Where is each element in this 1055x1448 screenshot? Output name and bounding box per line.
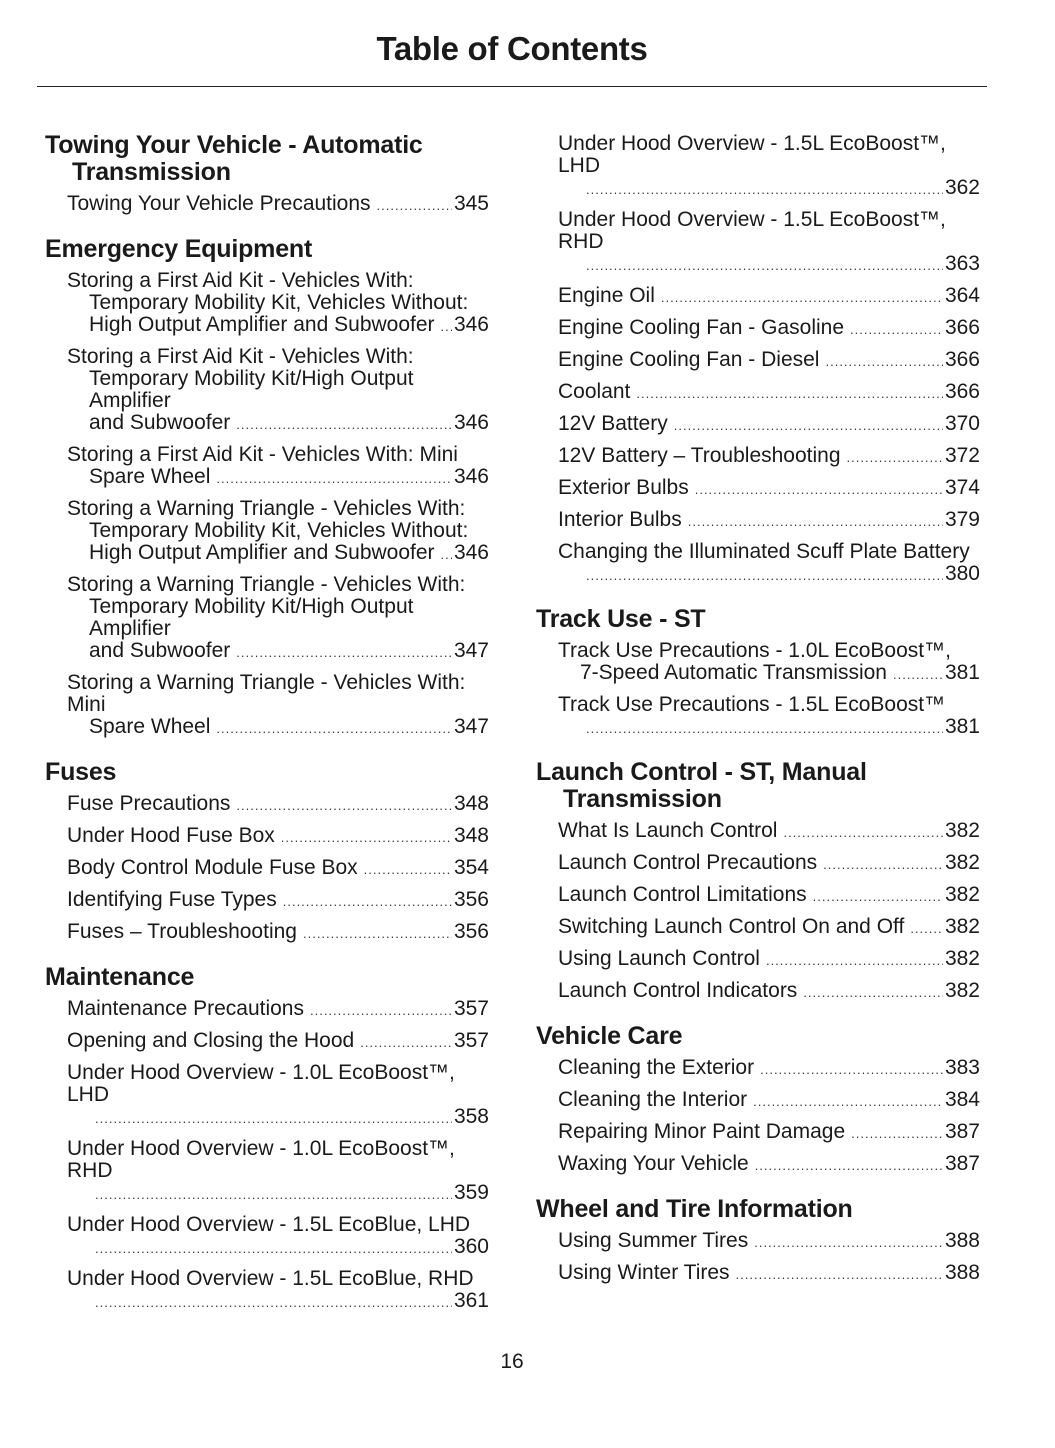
toc-entry[interactable]: [536, 694, 980, 740]
dot-leader: [674, 415, 943, 437]
dot-leader: [441, 544, 452, 566]
toc-entry[interactable]: [45, 793, 489, 817]
toc-entry-label-wrapped: [67, 270, 489, 314]
toc-entry-page: 382: [944, 915, 980, 938]
toc-entry-label-wrapped: [558, 209, 980, 253]
dot-leader: [95, 1238, 452, 1260]
toc-entry-label-line: Under Hood Overview - 1.0L EcoBoost™, LHD: [67, 1061, 455, 1106]
toc-entry-page: 357: [453, 1029, 489, 1052]
dot-leader: [661, 287, 943, 309]
toc-entry-label: Exterior Bulbs: [558, 476, 689, 499]
toc-entry-page: 347: [453, 715, 489, 738]
toc-entry-page: 348: [453, 824, 489, 847]
toc-entry-label: Coolant: [558, 380, 631, 403]
toc-entry[interactable]: [536, 509, 980, 533]
toc-entry[interactable]: [536, 1121, 980, 1145]
toc-entry[interactable]: [45, 1214, 489, 1260]
toc-entry-label: and Subwoofer: [89, 411, 231, 434]
toc-entry-page: 381: [944, 661, 980, 684]
dot-leader: [760, 1059, 943, 1081]
toc-entry-label-line: Temporary Mobility Kit, Vehicles Without:: [89, 519, 469, 542]
dot-leader: [766, 950, 943, 972]
toc-entry-label: Opening and Closing the Hood: [67, 1029, 355, 1052]
toc-entry-label: Engine Cooling Fan - Gasoline: [558, 316, 845, 339]
toc-entry-label: Launch Control Indicators: [558, 979, 798, 1002]
toc-entry[interactable]: [536, 916, 980, 940]
toc-entry-label: 12V Battery – Troubleshooting: [558, 444, 841, 467]
toc-entry[interactable]: [45, 498, 489, 566]
page-number: 16: [500, 1350, 524, 1373]
toc-entry[interactable]: [45, 444, 489, 490]
toc-entry[interactable]: [536, 1089, 980, 1113]
toc-entry-label-wrapped: [558, 640, 980, 662]
toc-entry[interactable]: [536, 477, 980, 501]
toc-entry-label-wrapped: [558, 133, 980, 177]
dot-leader: [847, 447, 943, 469]
section-heading: Maintenance: [45, 963, 195, 991]
toc-entry-page: 354: [453, 856, 489, 879]
toc-entry-label-wrapped: [67, 1268, 489, 1290]
dot-leader: [754, 1232, 943, 1254]
toc-entry-label: Spare Wheel: [89, 715, 211, 738]
toc-entry-page: 363: [944, 252, 980, 275]
toc-entry-label: Body Control Module Fuse Box: [67, 856, 358, 879]
toc-entry-page: 362: [944, 176, 980, 199]
toc-entry-page: 366: [944, 316, 980, 339]
toc-entry-label-line: Temporary Mobility Kit/High Output Amplifier: [89, 595, 414, 640]
toc-entry[interactable]: [536, 820, 980, 844]
toc-entry[interactable]: [45, 574, 489, 664]
toc-entry-label-line: Storing a First Aid Kit - Vehicles With:: [67, 345, 414, 368]
toc-entry[interactable]: [536, 541, 980, 587]
toc-entry-label-line: Storing a Warning Triangle - Vehicles With:: [67, 573, 466, 596]
section-heading: Track Use - ST: [536, 605, 706, 633]
toc-entry-page: 381: [944, 715, 980, 738]
toc-entry-label-wrapped: [558, 541, 980, 563]
toc-entry-label: Spare Wheel: [89, 465, 211, 488]
toc-entry-label: Fuses – Troubleshooting: [67, 920, 297, 943]
toc-entry-label: Launch Control Precautions: [558, 851, 818, 874]
toc-entry-page: 346: [453, 541, 489, 564]
toc-entry-label-wrapped: [67, 346, 489, 412]
dot-leader: [753, 1091, 943, 1113]
toc-entry-label: Waxing Your Vehicle: [558, 1152, 749, 1175]
toc-entry-page: 360: [453, 1235, 489, 1258]
dot-leader: [695, 479, 943, 501]
toc-section: [536, 1196, 980, 1286]
toc-entry-label: Launch Control Limitations: [558, 883, 807, 906]
dot-leader: [236, 642, 452, 664]
toc-entry-label-wrapped: [67, 498, 489, 542]
toc-entry-page: 359: [453, 1181, 489, 1204]
toc-section: [536, 606, 980, 740]
toc-entry[interactable]: [45, 1268, 489, 1314]
toc-entry-page: 366: [944, 380, 980, 403]
toc-entry-page: 346: [453, 313, 489, 336]
dot-leader: [803, 982, 943, 1004]
toc-entry-page: 382: [944, 819, 980, 842]
toc-entry[interactable]: [45, 1030, 489, 1054]
toc-entry-page: 382: [944, 883, 980, 906]
toc-entry-page: 364: [944, 284, 980, 307]
dot-leader: [851, 1123, 943, 1145]
toc-entry-page: 348: [453, 792, 489, 815]
dot-leader: [360, 1032, 452, 1054]
toc-entry-page: 346: [453, 411, 489, 434]
toc-entry-page: 345: [453, 192, 489, 215]
toc-entry[interactable]: [45, 998, 489, 1022]
toc-entry-label-wrapped: [67, 1138, 489, 1182]
toc-entry[interactable]: [45, 270, 489, 338]
toc-entry[interactable]: [536, 349, 980, 373]
dot-leader: [216, 718, 452, 740]
toc-entry-page: 388: [944, 1261, 980, 1284]
toc-entry[interactable]: [536, 1230, 980, 1254]
toc-entry-page: 383: [944, 1056, 980, 1079]
title-divider: [37, 86, 987, 87]
toc-entry-label-wrapped: [558, 694, 980, 716]
toc-entry[interactable]: [536, 1153, 980, 1177]
toc-entry-label: Interior Bulbs: [558, 508, 682, 531]
toc-entry[interactable]: [536, 640, 980, 686]
toc-entry-page: 356: [453, 888, 489, 911]
toc-entry-label-line: Under Hood Overview - 1.5L EcoBlue, LHD: [67, 1213, 471, 1236]
toc-entry[interactable]: [536, 884, 980, 908]
toc-entry-page: 361: [453, 1289, 489, 1312]
toc-entry[interactable]: [536, 381, 980, 405]
toc-entry[interactable]: [536, 852, 980, 876]
dot-leader: [310, 1000, 452, 1022]
section-heading: Vehicle Care: [536, 1022, 683, 1050]
dot-leader: [736, 1264, 943, 1286]
toc-entry-label-line: Storing a First Aid Kit - Vehicles With: Mini: [67, 443, 458, 466]
toc-entry-label: Switching Launch Control On and Off: [558, 915, 905, 938]
toc-entry-label-line: Track Use Precautions - 1.5L EcoBoost™: [558, 693, 946, 716]
toc-entry[interactable]: [536, 1057, 980, 1081]
toc-entry-page: 358: [453, 1105, 489, 1128]
toc-entry-label-line: Changing the Illuminated Scuff Plate Battery: [558, 540, 970, 563]
dot-leader: [216, 468, 452, 490]
dot-leader: [281, 827, 452, 849]
dot-leader: [95, 1292, 452, 1314]
toc-entry-label-line: Temporary Mobility Kit, Vehicles Without:: [89, 291, 469, 314]
toc-entry-label: Maintenance Precautions: [67, 997, 304, 1020]
section-heading: Launch Control - ST, Manual Transmission: [536, 758, 867, 813]
dot-leader: [364, 859, 452, 881]
section-heading: Towing Your Vehicle - Automatic Transmission: [45, 131, 423, 186]
toc-entry-page: 380: [944, 562, 980, 585]
toc-entry-label: Cleaning the Exterior: [558, 1056, 755, 1079]
toc-entry-label-line: Under Hood Overview - 1.5L EcoBoost™, RHD: [558, 208, 946, 253]
dot-leader: [236, 795, 452, 817]
toc-section: [45, 132, 489, 217]
toc-entry[interactable]: [45, 825, 489, 849]
dot-leader: [95, 1108, 452, 1130]
toc-entry-label: Using Summer Tires: [558, 1229, 749, 1252]
toc-entry-label-line: Under Hood Overview - 1.5L EcoBoost™, LHD: [558, 132, 946, 177]
dot-leader: [586, 565, 943, 587]
toc-entry-label: High Output Amplifier and Subwoofer: [89, 541, 435, 564]
toc-entry-page: 388: [944, 1229, 980, 1252]
toc-section: [536, 759, 980, 1004]
toc-section: [536, 1023, 980, 1177]
toc-entry-label-wrapped: [67, 1062, 489, 1106]
toc-entry[interactable]: [536, 209, 980, 277]
toc-entry-page: 382: [944, 851, 980, 874]
dot-leader: [441, 316, 452, 338]
toc-entry[interactable]: [45, 346, 489, 436]
dot-leader: [850, 319, 943, 341]
toc-entry[interactable]: [45, 672, 489, 740]
toc-entry-label-line: Storing a Warning Triangle - Vehicles With: Mini: [67, 671, 466, 716]
toc-entry[interactable]: [536, 133, 980, 201]
toc-entry-label: Cleaning the Interior: [558, 1088, 748, 1111]
dot-leader: [586, 179, 943, 201]
toc-entry[interactable]: [536, 1262, 980, 1286]
toc-entry[interactable]: [536, 445, 980, 469]
toc-entry[interactable]: [45, 1138, 489, 1206]
toc-entry-label-wrapped: [67, 574, 489, 640]
dot-leader: [823, 854, 943, 876]
dot-leader: [586, 255, 943, 277]
toc-entry-label: Under Hood Fuse Box: [67, 824, 275, 847]
toc-section: [45, 964, 489, 1314]
toc-entry-label: and Subwoofer: [89, 639, 231, 662]
toc-entry-label: Identifying Fuse Types: [67, 888, 277, 911]
toc-entry-page: 384: [944, 1088, 980, 1111]
toc-entry[interactable]: [536, 413, 980, 437]
toc-entry-label-wrapped: [67, 672, 489, 716]
toc-entry-page: 366: [944, 348, 980, 371]
dot-leader: [825, 351, 942, 373]
toc-entry-label-line: Storing a First Aid Kit - Vehicles With:: [67, 269, 414, 292]
section-heading: Fuses: [45, 758, 117, 786]
toc-entry[interactable]: [536, 317, 980, 341]
dot-leader: [236, 414, 452, 436]
toc-section: [536, 133, 980, 587]
toc-entry-label: Repairing Minor Paint Damage: [558, 1120, 846, 1143]
toc-entry[interactable]: [45, 193, 489, 217]
dot-leader: [95, 1184, 452, 1206]
toc-entry-label-line: Temporary Mobility Kit/High Output Amplifier: [89, 367, 414, 412]
toc-entry-label: Engine Oil: [558, 284, 655, 307]
dot-leader: [783, 822, 943, 844]
toc-entry[interactable]: [45, 921, 489, 945]
dot-leader: [283, 891, 452, 913]
toc-right-column: [536, 133, 980, 1305]
toc-entry-page: 387: [944, 1120, 980, 1143]
toc-entry[interactable]: [45, 857, 489, 881]
toc-entry[interactable]: [536, 980, 980, 1004]
section-heading: Wheel and Tire Information: [536, 1195, 853, 1223]
toc-entry-page: 370: [944, 412, 980, 435]
toc-section: [45, 759, 489, 945]
toc-entry-page: 357: [453, 997, 489, 1020]
toc-entry-page: 382: [944, 947, 980, 970]
toc-entry-label-wrapped: [67, 444, 489, 466]
toc-entry-label-line: Under Hood Overview - 1.5L EcoBlue, RHD: [67, 1267, 474, 1290]
dot-leader: [688, 511, 943, 533]
toc-entry-label-wrapped: [67, 1214, 489, 1236]
page-title: Table of Contents: [376, 30, 648, 67]
toc-section: [45, 236, 489, 740]
dot-leader: [636, 383, 943, 405]
toc-entry-label: 7-Speed Automatic Transmission: [580, 661, 887, 684]
toc-entry-label-line: Storing a Warning Triangle - Vehicles With:: [67, 497, 466, 520]
dot-leader: [755, 1155, 943, 1177]
dot-leader: [893, 664, 943, 686]
toc-entry[interactable]: [536, 948, 980, 972]
toc-entry[interactable]: [536, 285, 980, 309]
toc-entry-page: 387: [944, 1152, 980, 1175]
toc-entry-page: 356: [453, 920, 489, 943]
toc-entry-label-line: Track Use Precautions - 1.0L EcoBoost™,: [558, 639, 951, 662]
toc-entry-label-line: Under Hood Overview - 1.0L EcoBoost™, RHD: [67, 1137, 455, 1182]
toc-entry-label: Engine Cooling Fan - Diesel: [558, 348, 820, 371]
toc-entry-label: Fuse Precautions: [67, 792, 231, 815]
toc-entry-label: Using Launch Control: [558, 947, 760, 970]
toc-entry-label: High Output Amplifier and Subwoofer: [89, 313, 435, 336]
toc-entry-page: 347: [453, 639, 489, 662]
toc-left-column: [45, 132, 489, 1333]
dot-leader: [377, 195, 452, 217]
toc-entry-page: 346: [453, 465, 489, 488]
toc-entry-page: 374: [944, 476, 980, 499]
dot-leader: [303, 923, 452, 945]
dot-leader: [813, 886, 943, 908]
toc-entry-page: 372: [944, 444, 980, 467]
toc-entry-page: 379: [944, 508, 980, 531]
toc-entry-label: What Is Launch Control: [558, 819, 778, 842]
toc-entry-label: 12V Battery: [558, 412, 668, 435]
toc-entry-page: 382: [944, 979, 980, 1002]
dot-leader: [586, 718, 943, 740]
toc-entry[interactable]: [45, 889, 489, 913]
toc-entry-label: Towing Your Vehicle Precautions: [67, 192, 371, 215]
toc-entry-label: Using Winter Tires: [558, 1261, 730, 1284]
dot-leader: [910, 918, 943, 940]
section-heading: Emergency Equipment: [45, 235, 313, 263]
toc-entry[interactable]: [45, 1062, 489, 1130]
